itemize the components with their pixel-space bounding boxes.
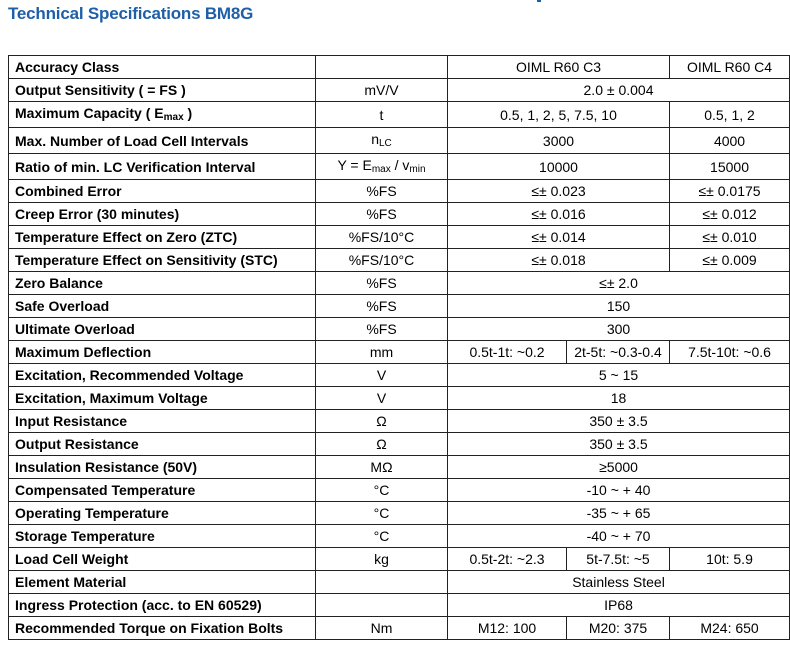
row-value: 350 ± 3.5 <box>448 433 790 456</box>
row-value: 18 <box>448 387 790 410</box>
row-value: Stainless Steel <box>448 571 790 594</box>
row-value: ≥5000 <box>448 456 790 479</box>
row-label: Max. Number of Load Cell Intervals <box>9 128 316 154</box>
label-text: Maximum Capacity ( E <box>15 105 164 121</box>
row-unit: %FS <box>316 203 448 226</box>
row-label: Combined Error <box>9 180 316 203</box>
table-row <box>9 410 790 433</box>
row-value-c3: ≤± 0.016 <box>448 203 670 226</box>
row-unit: Nm <box>316 617 448 640</box>
unit-subscript-a: max <box>371 164 391 175</box>
row-label: Insulation Resistance (50V) <box>9 456 316 479</box>
table-header-row <box>9 56 790 79</box>
row-label: Storage Temperature <box>9 525 316 548</box>
row-unit: MΩ <box>316 456 448 479</box>
row-unit <box>316 154 448 180</box>
table-row <box>9 272 790 295</box>
row-label: Ingress Protection (acc. to EN 60529) <box>9 594 316 617</box>
top-accent-mark <box>537 0 541 2</box>
row-label: Safe Overload <box>9 295 316 318</box>
row-value-c4: ≤± 0.012 <box>670 203 790 226</box>
row-value-3: M24: 650 <box>670 617 790 640</box>
table-row <box>9 364 790 387</box>
table-row <box>9 525 790 548</box>
row-value-c3: ≤± 0.014 <box>448 226 670 249</box>
row-label: Excitation, Maximum Voltage <box>9 387 316 410</box>
table-row <box>9 79 790 102</box>
row-value-c3: ≤± 0.023 <box>448 180 670 203</box>
row-value-1: 0.5t-1t: ~0.2 <box>448 341 567 364</box>
row-unit: %FS <box>316 180 448 203</box>
table-row <box>9 341 790 364</box>
row-value: 300 <box>448 318 790 341</box>
table-row <box>9 456 790 479</box>
row-value-c4: ≤± 0.010 <box>670 226 790 249</box>
table-row <box>9 548 790 571</box>
table-row <box>9 594 790 617</box>
row-value-2: 5t-7.5t: ~5 <box>567 548 670 571</box>
table-row <box>9 128 790 154</box>
row-unit: %FS <box>316 295 448 318</box>
row-value-c3: 3000 <box>448 128 670 154</box>
row-label: Output Resistance <box>9 433 316 456</box>
row-label: Input Resistance <box>9 410 316 433</box>
row-value-c4: 4000 <box>670 128 790 154</box>
row-value: 350 ± 3.5 <box>448 410 790 433</box>
row-value-2: 2t-5t: ~0.3-0.4 <box>567 341 670 364</box>
row-unit: V <box>316 387 448 410</box>
label-text-end: ) <box>183 105 193 121</box>
row-unit: °C <box>316 525 448 548</box>
table-row <box>9 617 790 640</box>
spec-table <box>8 55 790 640</box>
page-title: Technical Specifications BM8G <box>8 4 254 23</box>
row-label: Maximum Deflection <box>9 341 316 364</box>
row-unit: %FS <box>316 318 448 341</box>
row-label: Operating Temperature <box>9 502 316 525</box>
table-row <box>9 180 790 203</box>
row-unit: °C <box>316 502 448 525</box>
row-value-1: 0.5t-2t: ~2.3 <box>448 548 567 571</box>
row-value-c3: 10000 <box>448 154 670 180</box>
row-value-c3: 0.5, 1, 2, 5, 7.5, 10 <box>448 102 670 128</box>
row-value: 2.0 ± 0.004 <box>448 79 790 102</box>
row-unit: Ω <box>316 433 448 456</box>
row-unit: V <box>316 364 448 387</box>
unit-text-b: / v <box>390 157 410 173</box>
table-row <box>9 433 790 456</box>
row-unit: %FS/10°C <box>316 249 448 272</box>
table-row <box>9 249 790 272</box>
row-value-c3: ≤± 0.018 <box>448 249 670 272</box>
table-row <box>9 387 790 410</box>
row-value-3: 7.5t-10t: ~0.6 <box>670 341 790 364</box>
table-row <box>9 203 790 226</box>
row-value-c4: ≤± 0.0175 <box>670 180 790 203</box>
row-value-c4: 0.5, 1, 2 <box>670 102 790 128</box>
row-value: -40 ~ + 70 <box>448 525 790 548</box>
row-value-3: 10t: 5.9 <box>670 548 790 571</box>
table-row <box>9 318 790 341</box>
row-label: Output Sensitivity ( = FS ) <box>9 79 316 102</box>
unit-text: n <box>371 131 379 147</box>
row-value: -10 ~ + 40 <box>448 479 790 502</box>
row-value-c4: 15000 <box>670 154 790 180</box>
row-label: Ratio of min. LC Verification Interval <box>9 154 316 180</box>
row-unit <box>316 128 448 154</box>
header-unit-cell <box>316 56 448 79</box>
table-row <box>9 154 790 180</box>
row-label: Compensated Temperature <box>9 479 316 502</box>
table-row <box>9 571 790 594</box>
label-subscript: max <box>163 112 184 123</box>
row-label: Excitation, Recommended Voltage <box>9 364 316 387</box>
row-unit: mm <box>316 341 448 364</box>
row-unit: t <box>316 102 448 128</box>
row-unit: Ω <box>316 410 448 433</box>
row-unit <box>316 571 448 594</box>
row-value-2: M20: 375 <box>567 617 670 640</box>
class-c3-header: OIML R60 C3 <box>448 56 670 79</box>
row-unit: %FS <box>316 272 448 295</box>
row-value-1: M12: 100 <box>448 617 567 640</box>
row-unit: kg <box>316 548 448 571</box>
row-value: IP68 <box>448 594 790 617</box>
row-unit: mV/V <box>316 79 448 102</box>
unit-text-a: Y = E <box>337 157 372 173</box>
row-label: Element Material <box>9 571 316 594</box>
class-c4-header: OIML R60 C4 <box>670 56 790 79</box>
row-label: Zero Balance <box>9 272 316 295</box>
row-label: Creep Error (30 minutes) <box>9 203 316 226</box>
row-value: 5 ~ 15 <box>448 364 790 387</box>
table-row <box>9 226 790 249</box>
unit-subscript-b: min <box>409 164 426 175</box>
row-label: Load Cell Weight <box>9 548 316 571</box>
table-row <box>9 102 790 128</box>
table-row <box>9 502 790 525</box>
row-unit <box>316 594 448 617</box>
row-label: Temperature Effect on Zero (ZTC) <box>9 226 316 249</box>
row-value: 150 <box>448 295 790 318</box>
row-value-c4: ≤± 0.009 <box>670 249 790 272</box>
table-row <box>9 479 790 502</box>
accuracy-class-label: Accuracy Class <box>9 56 316 79</box>
row-value: ≤± 2.0 <box>448 272 790 295</box>
row-label: Recommended Torque on Fixation Bolts <box>9 617 316 640</box>
row-label: Ultimate Overload <box>9 318 316 341</box>
unit-subscript: LC <box>379 138 392 149</box>
row-label <box>9 102 316 128</box>
row-unit: °C <box>316 479 448 502</box>
row-value: -35 ~ + 65 <box>448 502 790 525</box>
row-unit: %FS/10°C <box>316 226 448 249</box>
row-label: Temperature Effect on Sensitivity (STC) <box>9 249 316 272</box>
table-row <box>9 295 790 318</box>
